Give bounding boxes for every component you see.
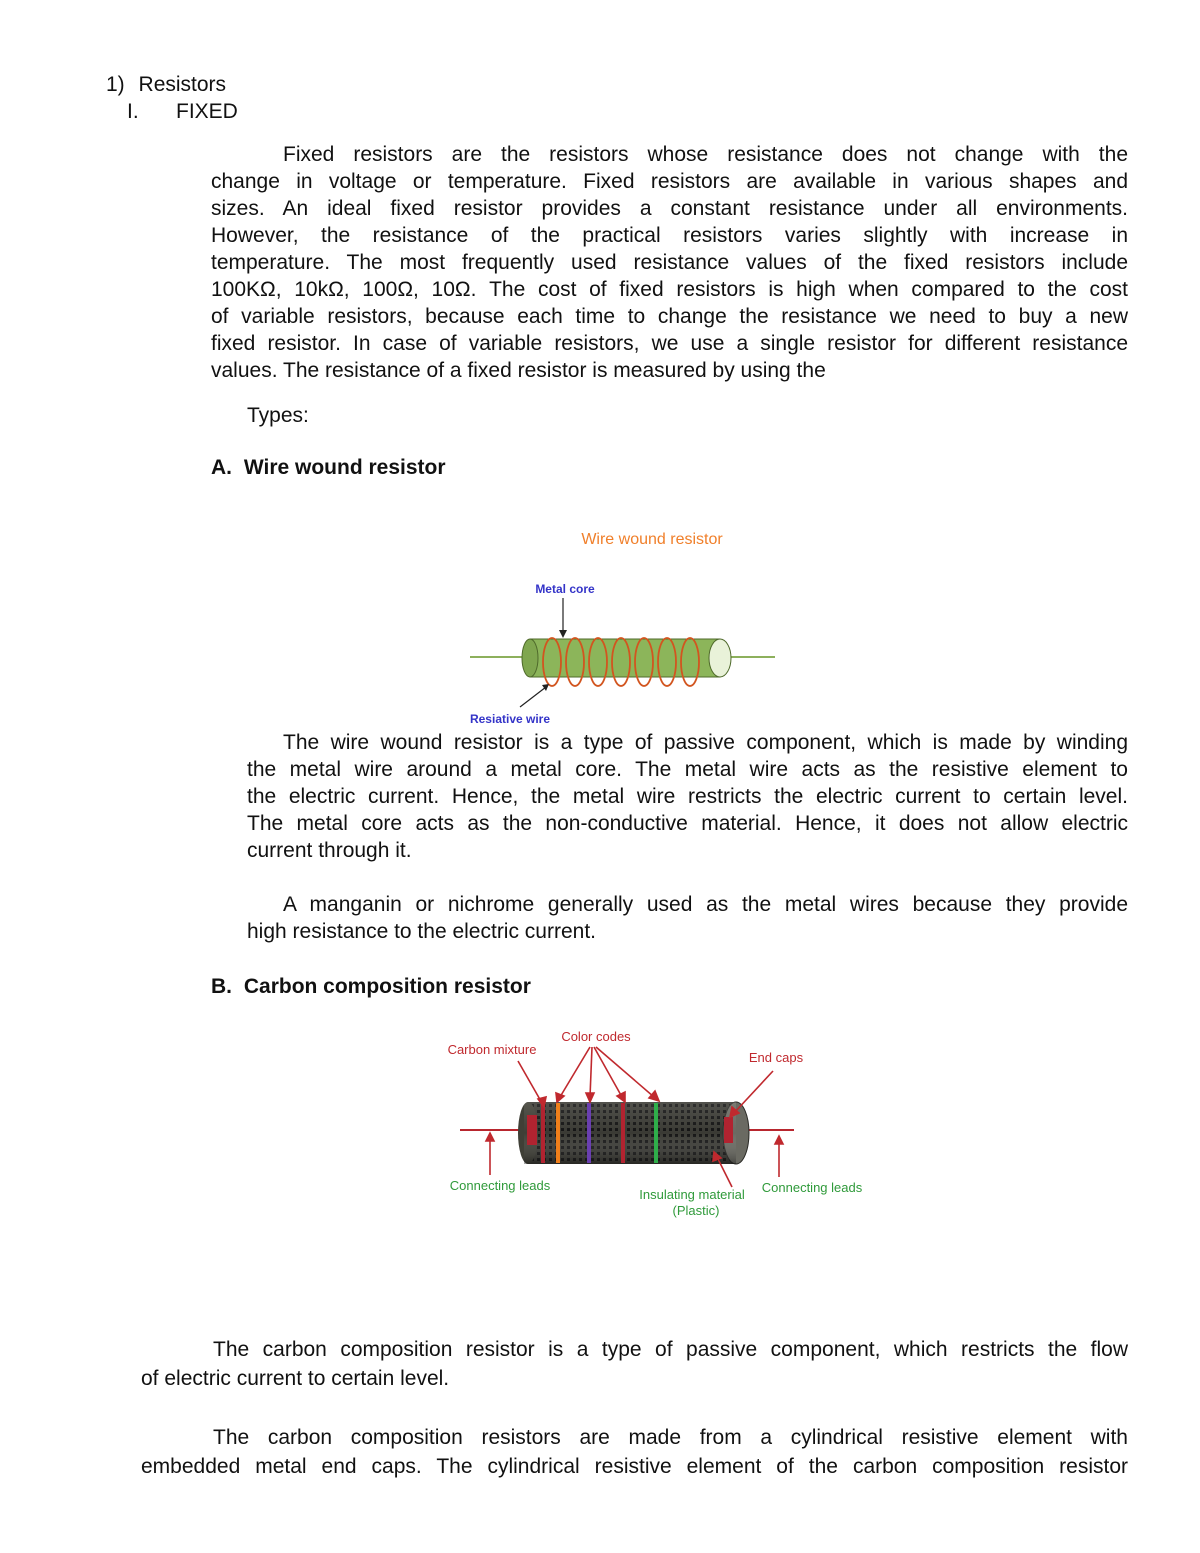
connecting-leads-right-label: Connecting leads [761, 1180, 863, 1195]
color-band [654, 1103, 658, 1163]
resistive-wire-label: Resiative wire [469, 712, 551, 726]
color-band [541, 1103, 545, 1163]
paragraph-line: fixed resistor. In case of variable resistors, we use a single resistor for different resistance [211, 332, 1128, 355]
subsection-heading [127, 98, 238, 125]
wire-arrow [520, 687, 546, 707]
manganin-paragraph [247, 891, 1128, 945]
color-codes-label: Color codes [561, 1029, 631, 1044]
right-end-cap [724, 1117, 733, 1143]
paragraph-line: of electric current to certain level. [141, 1367, 450, 1390]
type-a-letter: A. [211, 456, 232, 479]
paragraph-line: high resistance to the electric current. [247, 920, 597, 943]
subsection-number: I. [127, 100, 139, 123]
insulating-material-label: Insulating material [639, 1187, 745, 1202]
connecting-leads-left-label: Connecting leads [449, 1178, 551, 1193]
paragraph-line: current through it. [247, 839, 412, 862]
paragraph-line: the metal wire around a metal core. The metal wire acts as the resistive element to [247, 758, 1128, 781]
paragraph-line: sizes. An ideal fixed resistor provides a constant resistance under all environments. [211, 197, 1128, 220]
fixed-paragraph [211, 141, 1128, 384]
paragraph-line: Fixed resistors are the resistors whose resistance does not change with the [283, 143, 1128, 166]
paragraph-line: change in voltage or temperature. Fixed resistors are available in various shapes and [211, 170, 1128, 193]
paragraph-line: The metal core acts as the non-conductive material. Hence, it does not allow electric [247, 812, 1128, 835]
color-band [621, 1103, 625, 1163]
wire-figure-title: Wire wound resistor [581, 531, 723, 548]
paragraph-line: A manganin or nichrome generally used as the metal wires because they provide [283, 893, 1128, 916]
end-caps-label: End caps [748, 1050, 804, 1065]
section-number: 1) [106, 73, 125, 96]
color-band [556, 1103, 560, 1163]
type-a-title: Wire wound resistor [243, 456, 446, 479]
carbon-paragraph-1 [141, 1335, 1128, 1393]
core-right-end [709, 639, 731, 677]
core-left-end [522, 639, 538, 677]
paragraph-line: of variable resistors, because each time to change the resistance we need to buy a new [211, 305, 1128, 328]
paragraph-line: The carbon composition resistor is a type of passive component, which restricts the flow [213, 1338, 1128, 1361]
paragraph-line: However, the resistance of the practical resistors varies slightly with increase in [211, 224, 1128, 247]
wire-wound-figure [460, 525, 790, 730]
carbon-paragraph-2 [141, 1423, 1128, 1481]
paragraph-line: 100KΩ, 10kΩ, 100Ω, 10Ω. The cost of fixed resistors is high when compared to the cost [211, 278, 1128, 301]
paragraph-line: temperature. The most frequently used resistance values of the fixed resistors include [211, 251, 1128, 274]
paragraph-line: values. The resistance of a fixed resistor is measured by using the [211, 359, 826, 382]
subsection-title: FIXED [176, 100, 238, 123]
section-title: Resistors [138, 73, 227, 96]
types-label: Types: [247, 404, 309, 427]
carbon-composition-figure [440, 1025, 880, 1225]
paragraph-line: embedded metal end caps. The cylindrical resistive element of the carbon composition resistor [141, 1455, 1128, 1478]
plastic-label: (Plastic) [672, 1203, 720, 1218]
paragraph-line: The carbon composition resistors are made from a cylindrical resistive element with [213, 1426, 1128, 1449]
type-b-title: Carbon composition resistor [243, 975, 531, 998]
wire-paragraph [247, 729, 1128, 864]
metal-core-label: Metal core [535, 582, 595, 596]
type-b-heading [211, 973, 531, 1000]
paragraph-line: The wire wound resistor is a type of passive component, which is made by winding [283, 731, 1128, 754]
type-b-letter: B. [211, 975, 232, 998]
left-end-cap [527, 1115, 537, 1145]
type-a-heading [211, 454, 446, 481]
color-band [587, 1103, 591, 1163]
paragraph-line: the electric current. Hence, the metal wire restricts the electric current to certain level. [247, 785, 1128, 808]
carbon-mixture-label: Carbon mixture [447, 1042, 537, 1057]
metal-core-arrowhead [559, 630, 567, 638]
section-heading [106, 71, 226, 98]
body-shading [524, 1102, 736, 1164]
